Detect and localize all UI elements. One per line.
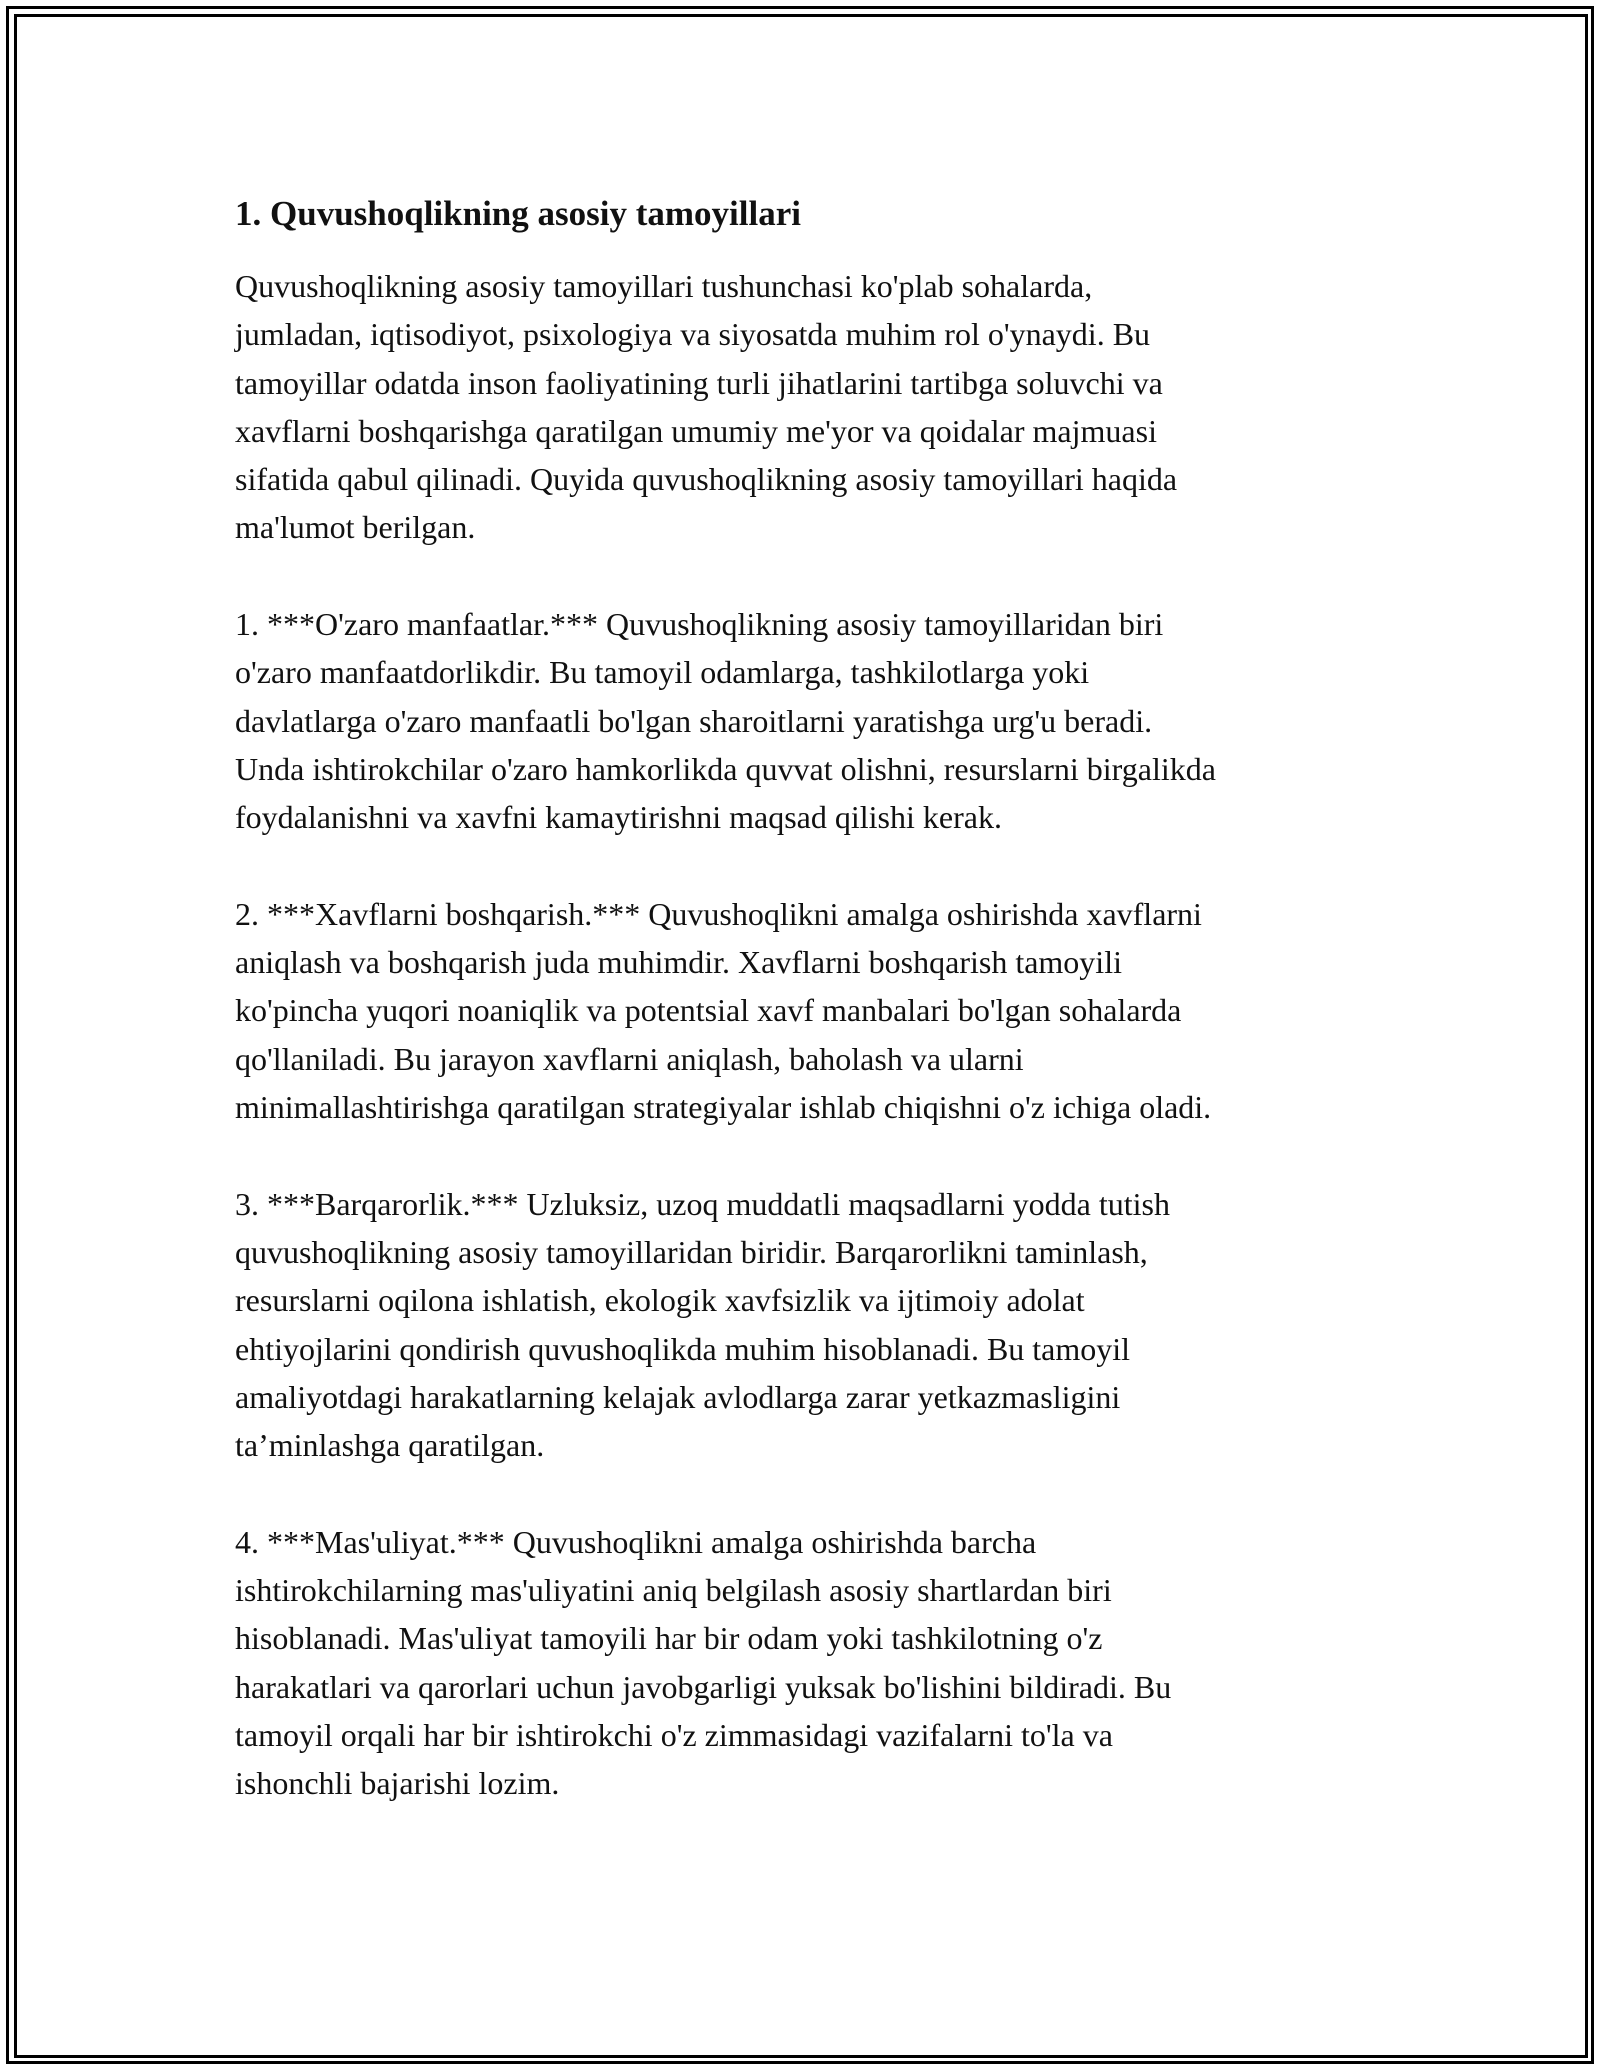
principle-paragraph-2 bbox=[235, 890, 1395, 1131]
paragraph-line: davlatlarga o'zaro manfaatli bo'lgan sharoitlarni yaratishga urg'u beradi. bbox=[235, 702, 1153, 739]
paragraph-line: ta’minlashga qaratilgan. bbox=[235, 1427, 545, 1464]
paragraph-line: 2. ***Xavflarni boshqarish.*** Quvushoqlikni amalga oshirishda xavflarni bbox=[235, 895, 1202, 932]
document-body bbox=[235, 188, 1395, 1856]
principle-paragraph-1 bbox=[235, 600, 1395, 841]
paragraph-line: 3. ***Barqarorlik.*** Uzluksiz, uzoq muddatli maqsadlarni yodda tutish bbox=[235, 1185, 1170, 1222]
paragraph-line: ishtirokchilarning mas'uliyatini aniq belgilash asosiy shartlardan biri bbox=[235, 1572, 1112, 1609]
paragraph-line: quvushoqlikning asosiy tamoyillaridan biridir. Barqarorlikni taminlash, bbox=[235, 1233, 1148, 1270]
paragraph-line: 4. ***Mas'uliyat.*** Quvushoqlikni amalga oshirishda barcha bbox=[235, 1523, 1037, 1560]
intro-paragraph bbox=[235, 262, 1395, 552]
paragraph-line: hisoblanadi. Mas'uliyat tamoyili har bir odam yoki tashkilotning o'z bbox=[235, 1620, 1103, 1657]
paragraph-line: foydalanishni va xavfni kamaytirishni maqsad qilishi kerak. bbox=[235, 799, 1002, 836]
paragraph-line: ko'pincha yuqori noaniqlik va potentsial xavf manbalari bo'lgan sohalarda bbox=[235, 992, 1182, 1029]
principle-paragraph-3 bbox=[235, 1180, 1395, 1470]
paragraph-line: tamoyillar odatda inson faoliyatining turli jihatlarini tartibga soluvchi va bbox=[235, 364, 1163, 401]
paragraph-line: Unda ishtirokchilar o'zaro hamkorlikda quvvat olishni, resurslarni birgalikda bbox=[235, 750, 1216, 787]
paragraph-line: qo'llaniladi. Bu jarayon xavflarni aniqlash, baholash va ularni bbox=[235, 1040, 1024, 1077]
section-heading: 1. Quvushoqlikning asosiy tamoyillari bbox=[235, 194, 801, 233]
paragraph-line: aniqlash va boshqarish juda muhimdir. Xavflarni boshqarish tamoyili bbox=[235, 944, 1122, 981]
paragraph-line: o'zaro manfaatdorlikdir. Bu tamoyil odamlarga, tashkilotlarga yoki bbox=[235, 654, 1090, 691]
principle-paragraph-4 bbox=[235, 1518, 1395, 1808]
paragraph-line: xavflarni boshqarishga qaratilgan umumiy me'yor va qoidalar majmuasi bbox=[235, 412, 1157, 449]
paragraph-line: ishonchli bajarishi lozim. bbox=[235, 1765, 560, 1802]
paragraph-line: resurslarni oqilona ishlatish, ekologik xavfsizlik va ijtimoiy adolat bbox=[235, 1282, 1085, 1319]
paragraph-line: amaliyotdagi harakatlarning kelajak avlodlarga zarar yetkazmasligini bbox=[235, 1378, 1121, 1415]
paragraph-line: jumladan, iqtisodiyot, psixologiya va siyosatda muhim rol o'ynaydi. Bu bbox=[235, 316, 1151, 353]
paragraph-line: ma'lumot berilgan. bbox=[235, 509, 476, 546]
paragraph-line: sifatida qabul qilinadi. Quyida quvushoqlikning asosiy tamoyillari haqida bbox=[235, 461, 1178, 498]
paragraph-line: Quvushoqlikning asosiy tamoyillari tushunchasi ko'plab sohalarda, bbox=[235, 268, 1093, 304]
paragraph-line: harakatlari va qarorlari uchun javobgarligi yuksak bo'lishini bildiradi. Bu bbox=[235, 1668, 1172, 1705]
paragraph-line: minimallashtirishga qaratilgan strategiyalar ishlab chiqishni o'z ichiga oladi. bbox=[235, 1089, 1212, 1126]
paragraph-line: ehtiyojlarini qondirish quvushoqlikda muhim hisoblanadi. Bu tamoyil bbox=[235, 1330, 1131, 1367]
paragraph-line: 1. ***O'zaro manfaatlar.*** Quvushoqlikning asosiy tamoyillaridan biri bbox=[235, 606, 1164, 643]
paragraph-line: tamoyil orqali har bir ishtirokchi o'z zimmasidagi vazifalarni to'la va bbox=[235, 1716, 1113, 1753]
